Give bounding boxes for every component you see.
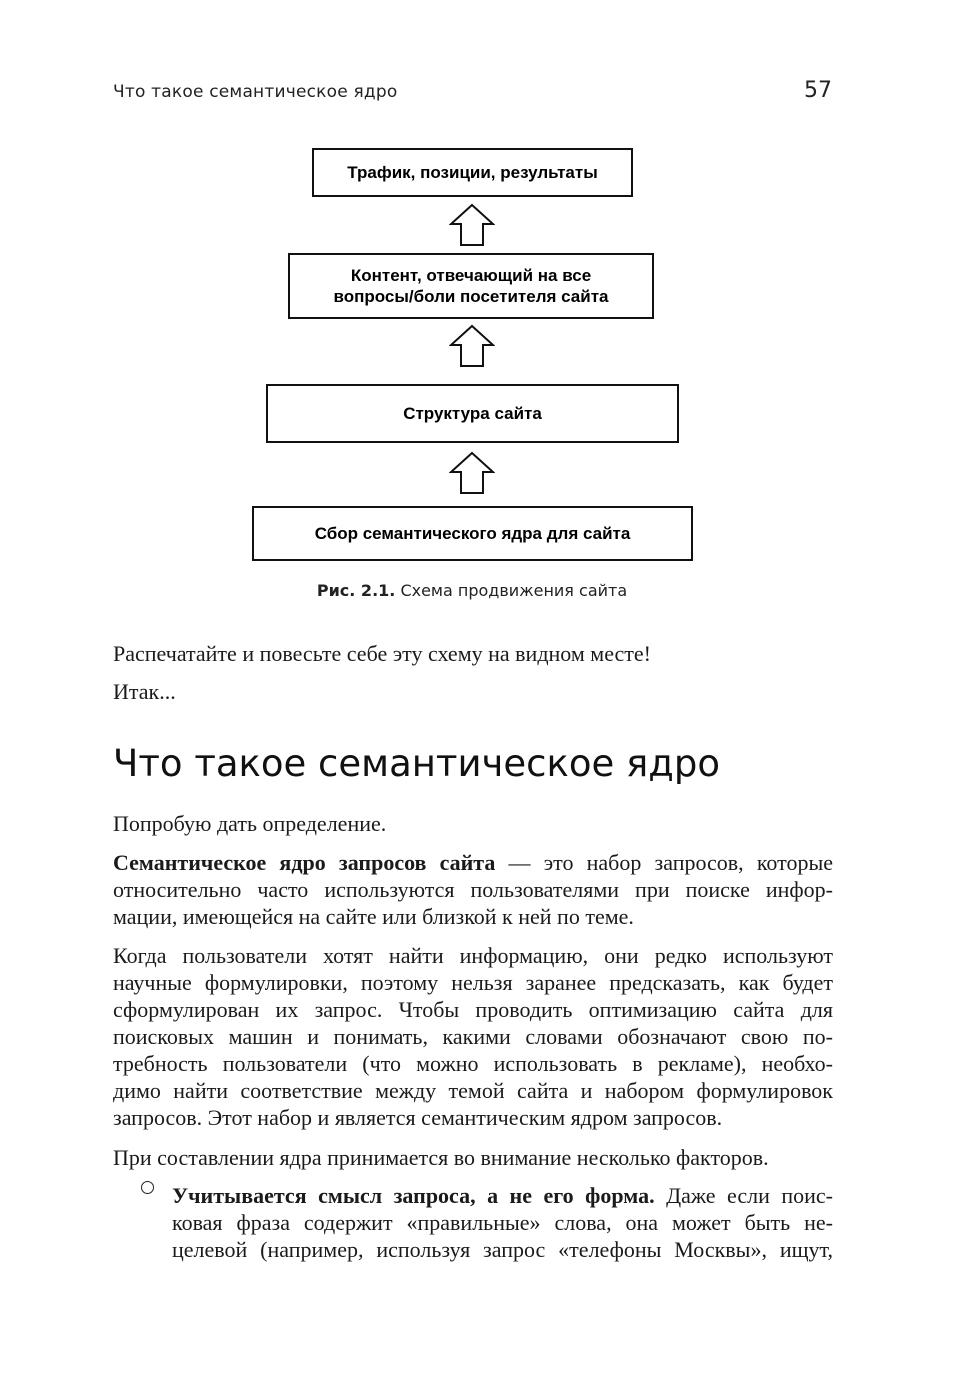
definition-line-3: мации, имеющейся на сайте или близкой к ней по теме. (113, 904, 634, 929)
users-line-6: димо найти соответствие между темой сайта и набором формулировок (113, 1078, 833, 1103)
box-semantic-core (252, 506, 693, 561)
definition-line-2: относительно часто используются пользователями при поиске инфор- (113, 877, 833, 902)
bullet-item-meaning (172, 1182, 833, 1263)
definition-text: — это набор запросов, которые (495, 850, 833, 875)
users-line-5: требность пользователи (что можно использовать в рекламе), необхо- (113, 1051, 833, 1076)
bullet-bold: Учитывается смысл запроса, а не его форма. (172, 1183, 655, 1208)
paragraph-itak: Итак... (113, 679, 176, 704)
users-line-4: поисковых машин и понимать, какими словами обозначают свою по- (113, 1024, 833, 1049)
box-traffic-label: Трафик, позиции, результаты (347, 163, 598, 182)
paragraph-factors: При составлении ядра принимается во внимание несколько факторов. (113, 1145, 769, 1170)
bullet-text: Даже если поис- (654, 1183, 833, 1208)
figure-caption (0, 581, 944, 600)
users-line-7: запросов. Этот набор и является семантическим ядром запросов. (113, 1105, 723, 1130)
bullet-line-3: целевой (например, используя запрос «телефоны Москвы», ищут, (172, 1237, 833, 1262)
box-traffic (312, 148, 633, 197)
paragraph-definition-intro: Попробую дать определение. (113, 811, 387, 836)
bullet-circle-icon (141, 1181, 154, 1194)
box-structure-label: Структура сайта (403, 404, 542, 423)
box-content (288, 253, 654, 319)
caption-text: Схема продвижения сайта (395, 581, 628, 600)
users-line-2: научные формулировки, поэтому нельзя заранее предсказать, как будет (113, 970, 833, 995)
up-arrow-icon (449, 451, 495, 495)
definition-line-1 (113, 849, 833, 876)
up-arrow-icon (449, 324, 495, 368)
up-arrow-icon (449, 203, 495, 247)
box-content-line1: Контент, отвечающий на все (350, 266, 592, 285)
users-line-3: сформулирован их запрос. Чтобы проводить оптимизацию сайта для (113, 997, 833, 1022)
paragraph-print-scheme: Распечатайте и повесьте себе эту схему на видном месте! (113, 641, 651, 666)
section-heading: Что такое семантическое ядро (113, 742, 720, 785)
paragraph-users-queries (113, 942, 833, 1131)
box-content-line2: вопросы/боли посетителя сайта (333, 287, 609, 306)
box-semantic-core-label: Сбор семантического ядра для сайта (314, 524, 631, 543)
box-structure (266, 384, 679, 443)
users-line-1: Когда пользователи хотят найти информацию, они редко используют (113, 943, 833, 968)
page-number: 57 (804, 78, 832, 103)
bullet-line-1 (172, 1182, 833, 1209)
paragraph-definition (113, 849, 833, 930)
running-title: Что такое семантическое ядро (113, 82, 398, 102)
bullet-line-2: ковая фраза содержит «правильные» слова, она может быть не- (172, 1210, 833, 1235)
caption-number: Рис. 2.1. (316, 581, 396, 600)
definition-term: Семантическое ядро запросов сайта (113, 850, 496, 875)
